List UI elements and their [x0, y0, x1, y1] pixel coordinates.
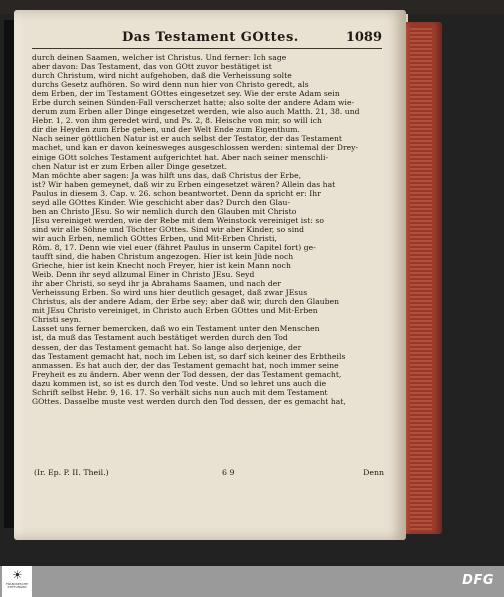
header-rule	[32, 48, 382, 49]
text-line: Grieche, hier ist kein Knecht noch Freyer, hier ist kein Mann noch	[32, 261, 291, 271]
text-line: aber davon: Das Testament, das von GOtt zuvor bestätiget ist	[32, 62, 272, 72]
text-line: mit JEsu Christo vereiniget, in Christo auch Erben GOttes und Mit-Erben	[32, 306, 318, 316]
text-line: wir auch Erben, nemlich GOttes Erben, und Mit-Erben Christi,	[32, 233, 277, 243]
text-line: durch Christum, wird nicht aufgehoben, daß die Verheissung solte	[32, 71, 292, 81]
text-line: ihr aber Christi, so seyd ihr ja Abrahams Saamen, und nach der	[32, 279, 281, 289]
text-line: durchs Gesetz aufhören. So wird denn nun hier von Christo geredt, als	[32, 80, 309, 90]
text-line: ist, da muß das Testament auch bestätiget werden durch den Tod	[32, 333, 288, 343]
text-line: sind wir alle Söhne und Töchter GOttes. Sind wir aber Kinder, so sind	[32, 224, 305, 234]
text-line: ben an Christo JEsu. So wir nemlich durch den Glauben mit Christo	[32, 206, 297, 216]
text-line: Röm. 8, 17. Denn wie viel euer (fähret Paulus in unserm Capitel fort) ge-	[32, 242, 316, 252]
text-line: Christi seyn.	[32, 315, 82, 325]
text-line: seyd alle GOttes Kinder. Wie geschicht aber das? Durch den Glau-	[32, 197, 291, 207]
text-line: machet, und kan er davon keinesweges ausgeschlossen werden: sintemal der Drey-	[32, 143, 359, 153]
running-title: Das Testament GOttes.	[122, 30, 299, 45]
text-line: JEsu vereiniget werden, wie der Rebe mit dem Weinstock vereiniget ist: so	[32, 215, 324, 225]
sun-emblem-icon: ☀	[12, 568, 23, 582]
viewer-bottom-bar	[0, 566, 504, 597]
text-line: dessen, der das Testament gemacht hat. So lange also derjenige, der	[32, 342, 302, 352]
page-number: 1089	[345, 30, 382, 45]
text-line: Paulus in diesem 3. Cap. v. 26. schon beantwortet. Denn da spricht er: Ihr	[32, 188, 321, 198]
text-line: GOttes. Dasselbe muste vest werden durch den Tod dessen, der es gemacht hat,	[32, 396, 346, 406]
text-line: dir die Heyden zum Erbe geben, und der Welt Ende zum Eigenthum.	[32, 125, 301, 135]
catchword: Denn	[363, 468, 384, 477]
text-line: taufft sind, die haben Christum angezogen. Hier ist kein Jüde noch	[32, 252, 294, 262]
text-line: Christus, als der andere Adam, der Erbe sey; aber daß wir, durch den Glauben	[32, 297, 340, 307]
text-line: dem Erben, der im Testament GOttes eingesetzet sey. Wie der erste Adam sein	[32, 89, 340, 99]
text-line: Schrift selbst Hebr. 9, 16. 17. So verhält sichs nun auch mit dem Testament	[32, 387, 328, 397]
text-line: das Testament gemacht hat, noch im Leben ist, so darf sich keiner des Erbtheils	[32, 351, 346, 361]
text-line: einige GOtt solches Testament aufgerichtet hat. Aber nach seiner menschli-	[32, 152, 329, 162]
text-line: Hebr. 1, 2. von ihm geredet wird, und Ps. 2, 8. Heische von mir, so will ich	[32, 116, 322, 126]
text-line: Man möchte aber sagen: Ja was hilft uns das, daß Christus der Erbe,	[32, 170, 302, 180]
signature-mark: 6 9	[222, 468, 235, 477]
book-red-edge-stripes	[410, 26, 432, 530]
institution-logo[interactable]	[2, 566, 32, 597]
institution-logo-label: FRANCKESCHE STIFTUNGEN	[5, 582, 29, 590]
text-line: Nach seiner göttlichen Natur ist er auch selbst der Testator, der das Testament	[32, 134, 343, 144]
page-footer	[32, 468, 386, 480]
text-line: anmassen. Es hat auch der, der das Testament gemacht hat, noch immer seine	[32, 360, 339, 370]
text-line: durch deinen Saamen, welcher ist Christus. Und ferner: Ich sage	[32, 53, 287, 62]
text-line: Verheissung Erben. So wird uns hier deutlich gesaget, daß zwar JEsus	[32, 288, 308, 298]
text-line: Erbe durch seinen Sünden-Fall verscherzet hatte; also solte der andere Adam wie-	[32, 98, 355, 108]
text-line: Weib. Denn ihr seyd allzumal Einer in Christo JEsu. Seyd	[32, 270, 255, 280]
page-body-text	[32, 53, 386, 463]
text-line: Lasset uns ferner bemercken, daß wo ein Testament unter den Menschen	[32, 324, 320, 334]
volume-signature: (Ir. Ep. P. II. Theil.)	[34, 468, 109, 477]
page-header	[32, 28, 392, 48]
text-line: derum zum Erben aller Dinge eingesetzet werden, wie also auch Matth. 21, 38. und	[32, 107, 360, 117]
text-line: chen Natur ist er zum Erben aller Dinge gesetzet.	[32, 161, 228, 171]
text-line: Freyheit es zu ändern. Aber wenn der Tod dessen, der das Testament gemacht,	[32, 369, 342, 379]
text-line: ist? Wir haben gemeynet, daß wir zu Erben eingesetzet wären? Allein das hat	[32, 179, 336, 189]
dfg-logo[interactable]: DFG	[462, 573, 494, 588]
text-line: dazu kommen ist, so ist es durch den Tod veste. Und so lehret uns auch die	[32, 378, 327, 388]
